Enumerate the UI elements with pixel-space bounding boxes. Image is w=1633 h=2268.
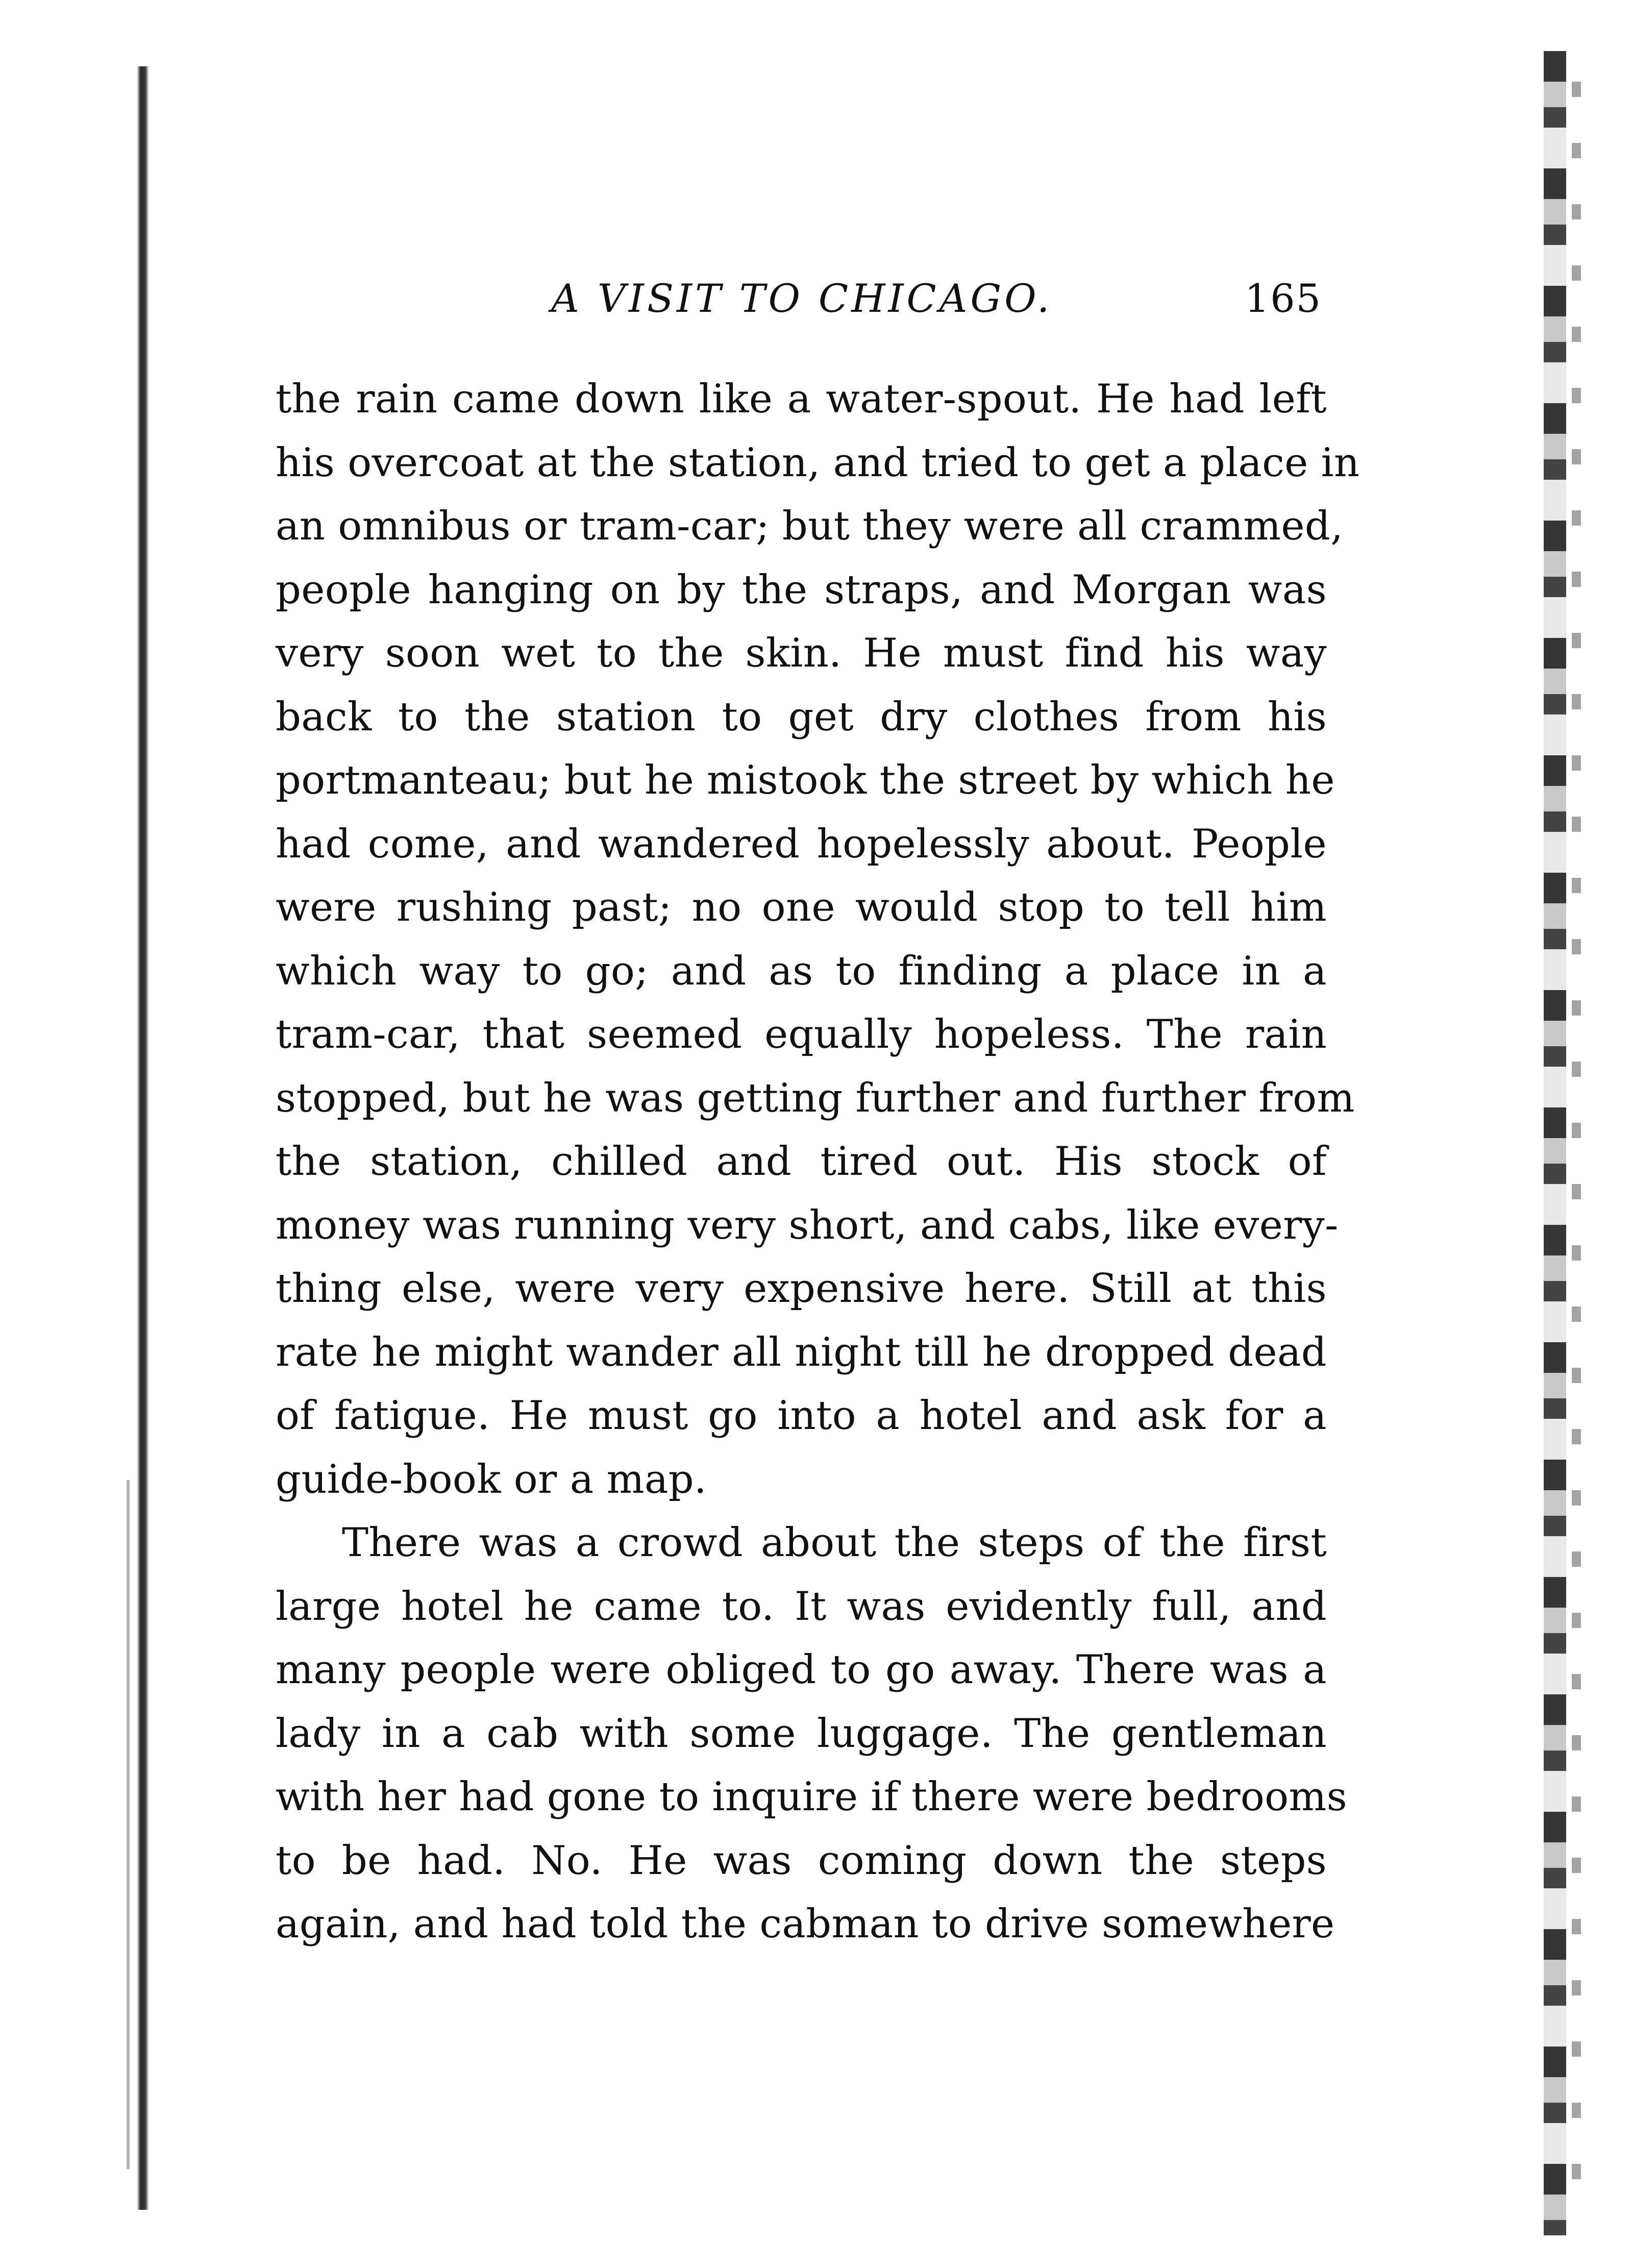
text-line: to be had. No. He was coming down the steps: [276, 1837, 1327, 1884]
text-line: of fatigue. He must go into a hotel and ask for a: [276, 1393, 1327, 1439]
running-title: A VISIT TO CHICAGO.: [551, 276, 1053, 321]
text-line: guide-book or a map.: [276, 1456, 707, 1502]
body-text: [276, 367, 1360, 1956]
scan-edge-right: [1544, 51, 1566, 2235]
text-line: tram-car, that seemed equally hopeless. The rain: [276, 1012, 1327, 1057]
text-line: the rain came down like a water-spout. He had left: [276, 376, 1327, 422]
scan-edge-left-thin: [127, 1480, 130, 2169]
text-line: had come, and wandered hopelessly about. People: [276, 821, 1327, 867]
scan-edge-left: [137, 66, 149, 2210]
text-line: There was a crowd about the steps of the first: [342, 1520, 1327, 1566]
text-line: very soon wet to the skin. He must find his way: [276, 630, 1327, 676]
text-line: many people were obliged to go away. There was a: [276, 1647, 1327, 1693]
text-line: which way to go; and as to finding a place in a: [276, 948, 1327, 994]
text-line: again, and had told the cabman to drive somewhere: [276, 1901, 1335, 1947]
text-line: lady in a cab with some luggage. The gentleman: [276, 1710, 1327, 1757]
text-line: people hanging on by the straps, and Morgan was: [276, 566, 1327, 613]
text-line: an omnibus or tram-car; but they were all crammed,: [276, 503, 1344, 549]
text-line: the station, chilled and tired out. His stock of: [276, 1139, 1327, 1185]
text-line: back to the station to get dry clothes from his: [276, 694, 1327, 740]
text-line: rate he might wander all night till he dropped dead: [276, 1329, 1327, 1375]
text-line: stopped, but he was getting further and further from: [276, 1075, 1355, 1121]
text-line: thing else, were very expensive here. Still at this: [276, 1266, 1327, 1312]
text-line: his overcoat at the station, and tried to get a place in: [276, 439, 1360, 486]
text-line: money was running very short, and cabs, like every-: [276, 1202, 1339, 1248]
paragraph-2: [276, 1511, 1348, 1956]
page-number: 165: [1244, 276, 1322, 321]
page-header: [510, 276, 1322, 337]
paragraph-1: [276, 367, 1360, 1511]
text-line: portmanteau; but he mistook the street by which he: [276, 757, 1335, 803]
text-line: with her had gone to inquire if there were bedrooms: [276, 1774, 1348, 1820]
text-line: were rushing past; no one would stop to tell him: [276, 884, 1327, 930]
scan-edge-right-specks: [1572, 82, 1581, 2225]
text-line: large hotel he came to. It was evidently full, and: [276, 1583, 1327, 1630]
